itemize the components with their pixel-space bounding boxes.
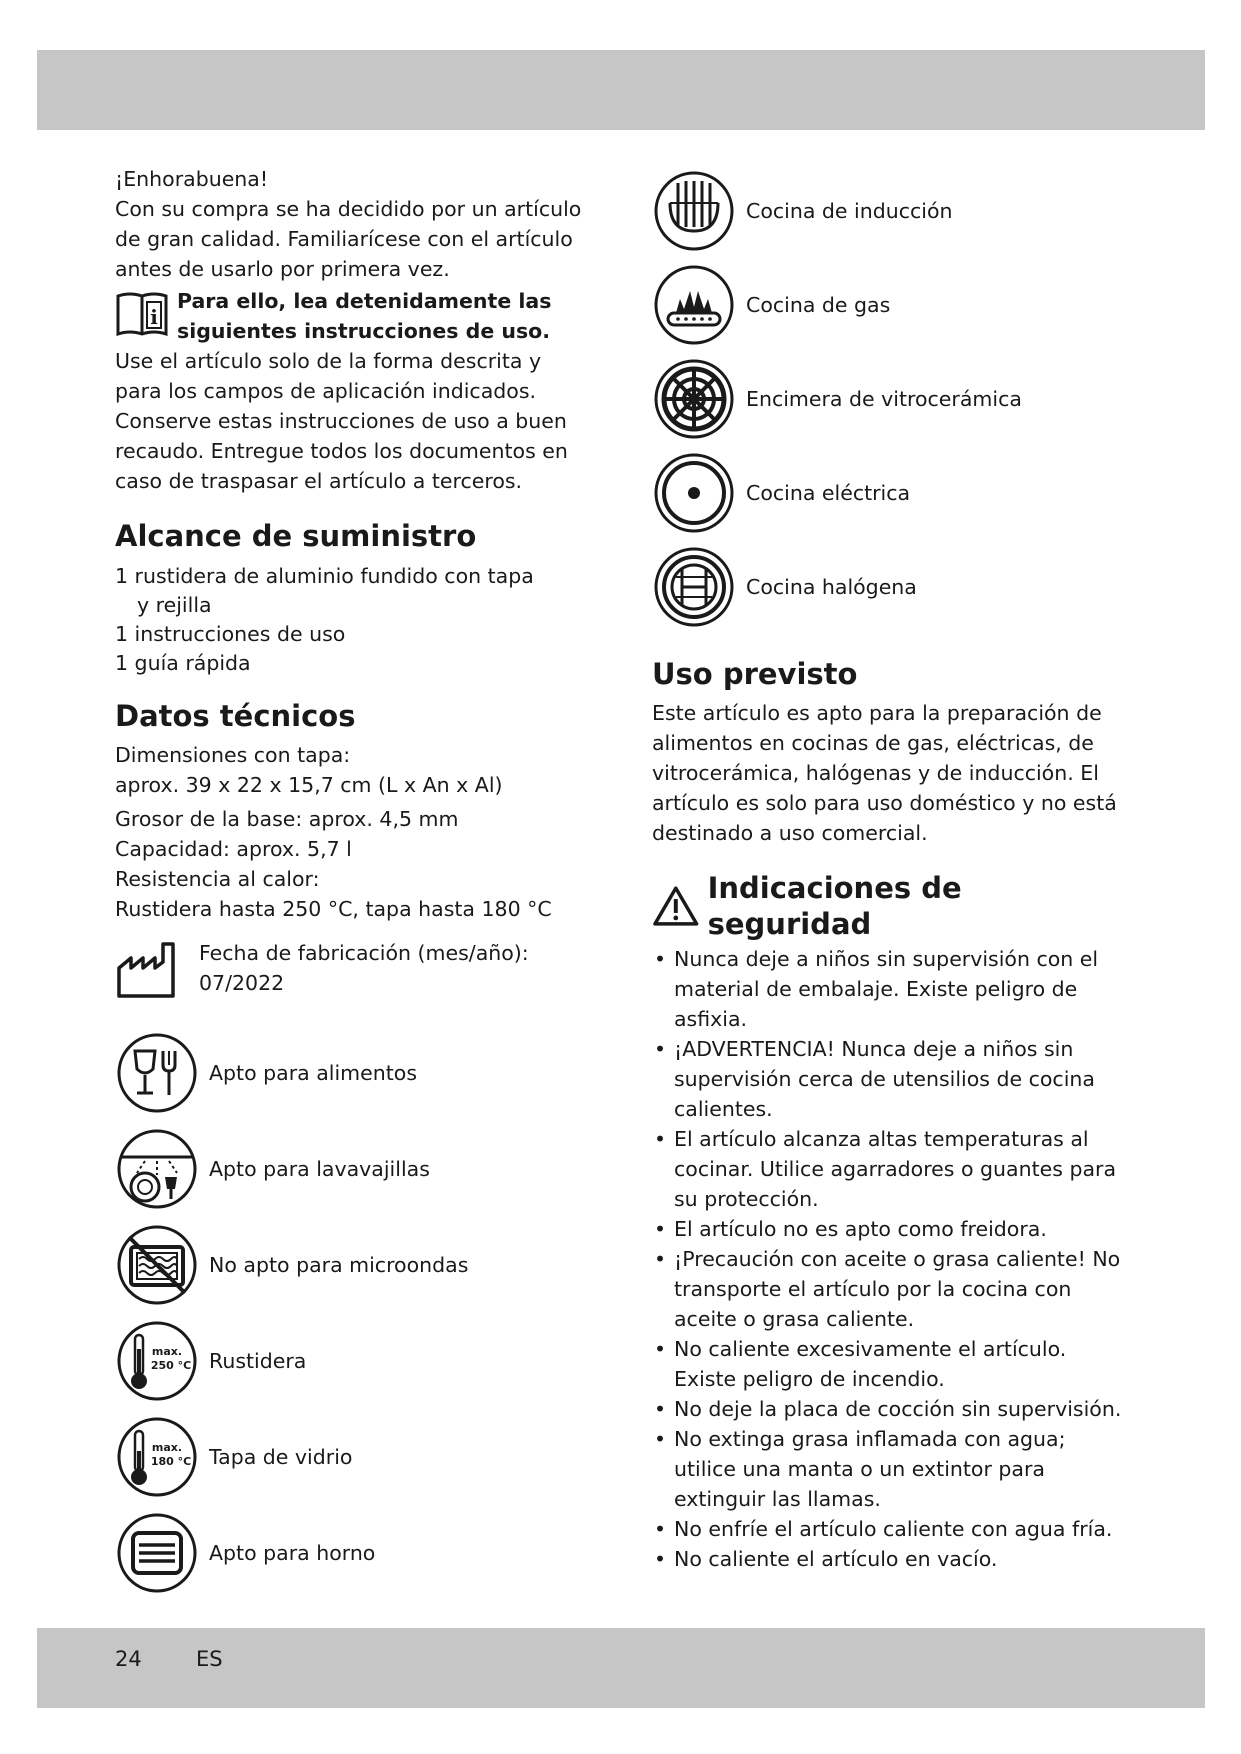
tech-line: aprox. 39 x 22 x 15,7 cm (L x An x Al)	[115, 773, 503, 797]
thermometer-180-icon	[115, 1415, 199, 1499]
intended-use-title: Uso previsto	[652, 657, 858, 691]
induction-label: Cocina de inducción	[746, 199, 953, 223]
thermometer-250-icon	[115, 1319, 199, 1403]
supply-list	[115, 562, 585, 678]
dishwasher-icon	[115, 1127, 199, 1211]
food-safe-row	[115, 1028, 585, 1118]
dishwasher-row	[115, 1124, 585, 1214]
manufacture-label: Fecha de fabricación (mes/año):	[199, 941, 529, 965]
intended-use-text: Este artículo es apto para la preparación de alimentos en cocinas de gas, eléctricas, de vitrocerámica, halógenas y de inducción. El artículo es solo para uso doméstico y no está destinado a uso comercial.	[652, 701, 1117, 845]
svg-text:i: i	[150, 305, 158, 329]
tech-line: Capacidad: aprox. 5,7 l	[115, 837, 352, 861]
roaster-max-text: max.	[151, 1345, 183, 1358]
instruction-book-icon	[115, 290, 169, 338]
no-microwave-icon	[115, 1223, 199, 1307]
oven-label: Apto para horno	[209, 1541, 376, 1565]
manufacture-date: 07/2022	[199, 971, 285, 995]
safety-item: • No caliente excesivamente el artículo. Existe peligro de incendio.	[652, 1334, 1132, 1394]
safety-item: • No enfríe el artículo caliente con agua fría.	[652, 1514, 1132, 1544]
gas-row	[652, 258, 1132, 352]
safety-title: Indicaciones de seguridad	[707, 871, 962, 941]
tech-line: Rustidera hasta 250 °C, tapa hasta 180 °C	[115, 897, 552, 921]
lid-label: Tapa de vidrio	[209, 1445, 353, 1469]
food-safe-icon	[115, 1031, 199, 1115]
safety-item: • No extinga grasa inflamada con agua; utilice una manta o un extintor para extinguir las llamas.	[652, 1424, 1132, 1514]
safety-item: • Nunca deje a niños sin supervisión con el material de embalaje. Existe peligro de asfixia.	[652, 944, 1132, 1034]
tech-line: Dimensiones con tapa:	[115, 743, 351, 767]
electric-row	[652, 446, 1132, 540]
induction-hob-icon	[652, 169, 736, 253]
halogen-hob-icon	[652, 545, 736, 629]
safety-item: • No deje la placa de cocción sin supervisión.	[652, 1394, 1132, 1424]
supply-item: 1 instrucciones de uso	[115, 622, 346, 646]
lid-max-text: max.	[151, 1441, 183, 1454]
roaster-row	[115, 1316, 585, 1406]
halogen-label: Cocina halógena	[746, 575, 917, 599]
warning-icon	[652, 885, 700, 927]
safety-heading	[652, 870, 1132, 942]
usage-paragraph: Use el artículo solo de la forma descrita y para los campos de aplicación indicados. Conserve estas instrucciones de uso a buen recaudo. Entregue todos los documentos en caso de traspasar el artículo a terceros.	[115, 349, 568, 493]
roaster-temp-text: 250 °C	[150, 1359, 192, 1372]
electric-hob-icon	[652, 451, 736, 535]
lid-temp-text: 180 °C	[150, 1455, 192, 1468]
right-column	[652, 164, 1132, 1574]
dishwasher-label: Apto para lavavajillas	[209, 1157, 430, 1181]
safety-list	[652, 944, 1132, 1574]
tech-data	[115, 740, 585, 924]
oven-icon	[115, 1511, 199, 1595]
supply-item: 1 rustidera de aluminio fundido con tapa	[115, 564, 534, 588]
ceramic-label: Encimera de vitrocerámica	[746, 387, 1022, 411]
gas-label: Cocina de gas	[746, 293, 891, 317]
safety-item: • ¡ADVERTENCIA! Nunca deje a niños sin supervisión cerca de utensilios de cocina calientes.	[652, 1034, 1132, 1124]
ceramic-row	[652, 352, 1132, 446]
info-notice	[115, 286, 585, 346]
left-column	[115, 164, 585, 1598]
safety-item: • El artículo alcanza altas temperaturas al cocinar. Utilice agarradores o guantes para su protección.	[652, 1124, 1132, 1214]
gas-hob-icon	[652, 263, 736, 347]
header-band	[37, 50, 1205, 130]
roaster-label: Rustidera	[209, 1349, 307, 1373]
lid-row	[115, 1412, 585, 1502]
language-code: ES	[196, 1647, 223, 1671]
no-microwave-label: No apto para microondas	[209, 1253, 469, 1277]
ceramic-hob-icon	[652, 357, 736, 441]
factory-icon	[115, 938, 179, 1002]
supply-title: Alcance de suministro	[115, 519, 477, 553]
supply-item: 1 guía rápida	[115, 651, 251, 675]
page-number: 24	[115, 1647, 142, 1671]
greeting: ¡Enhorabuena!	[115, 167, 269, 191]
supply-item-cont: y rejilla	[137, 593, 212, 617]
safety-item: • No caliente el artículo en vacío.	[652, 1544, 1132, 1574]
intro-paragraph: Con su compra se ha decidido por un artículo de gran calidad. Familiarícese con el artículo antes de usarlo por primera vez.	[115, 197, 582, 281]
manufacture-row	[115, 938, 585, 1018]
safety-item: • El artículo no es apto como freidora.	[652, 1214, 1132, 1244]
tech-title: Datos técnicos	[115, 699, 356, 733]
no-microwave-row	[115, 1220, 585, 1310]
induction-row	[652, 164, 1132, 258]
tech-line: Resistencia al calor:	[115, 867, 320, 891]
halogen-row	[652, 540, 1132, 634]
electric-label: Cocina eléctrica	[746, 481, 911, 505]
oven-row	[115, 1508, 585, 1598]
tech-line: Grosor de la base: aprox. 4,5 mm	[115, 807, 459, 831]
safety-item: • ¡Precaución con aceite o grasa caliente! No transporte el artículo por la cocina con aceite o grasa caliente.	[652, 1244, 1132, 1334]
food-safe-label: Apto para alimentos	[209, 1061, 418, 1085]
info-bold-text: Para ello, lea detenidamente las siguientes instrucciones de uso.	[177, 289, 552, 343]
